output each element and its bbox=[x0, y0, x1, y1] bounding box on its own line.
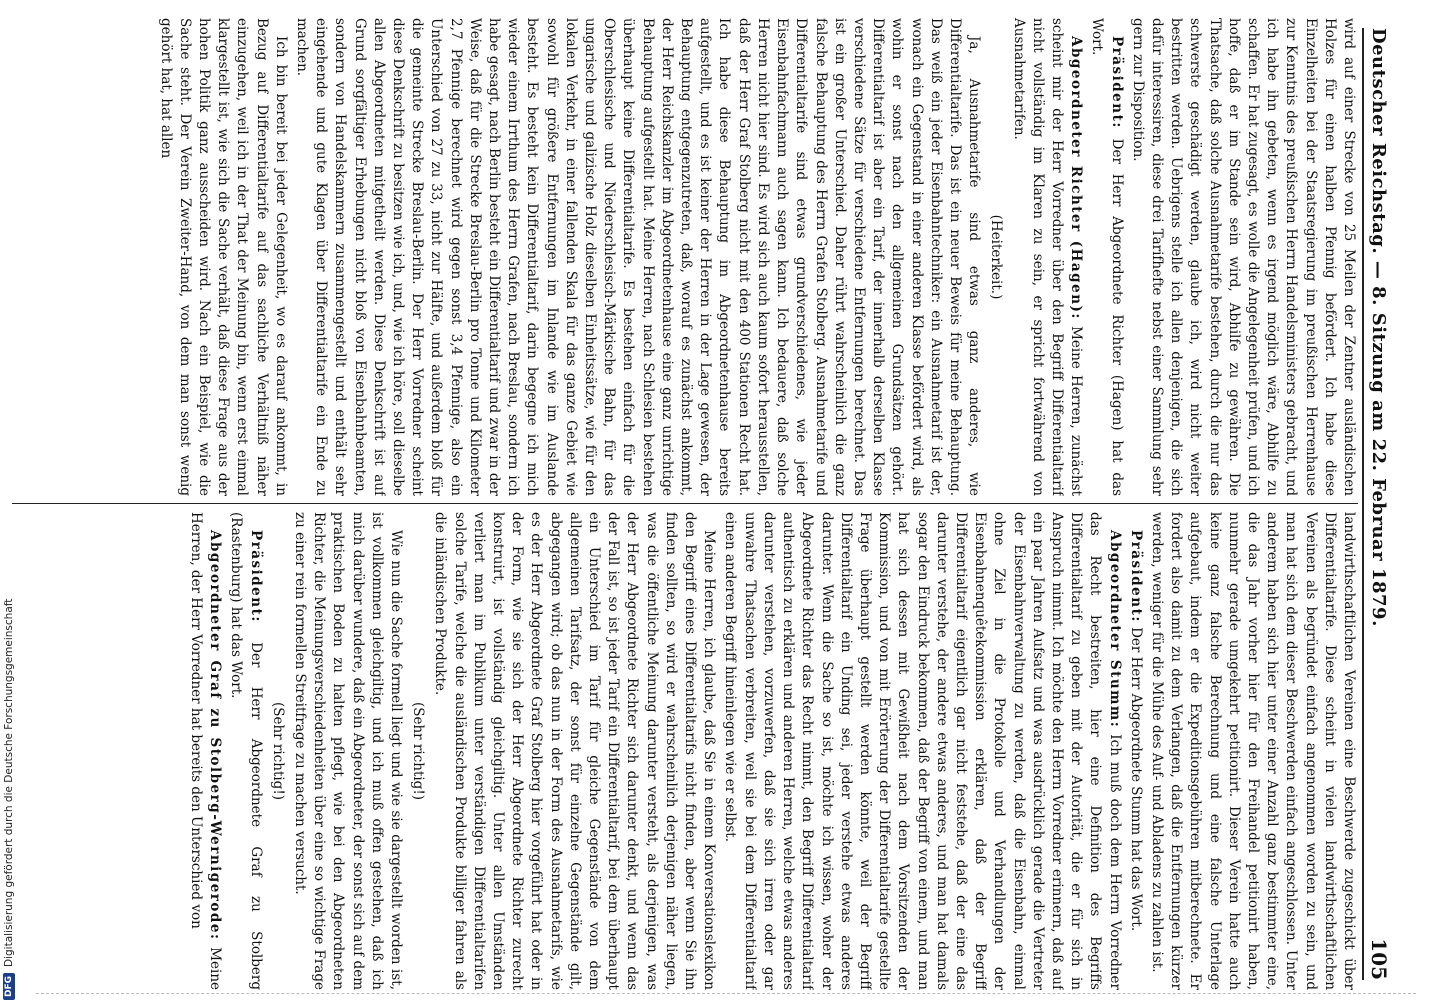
running-head-title: Deutscher Reichstag. — 8. Sitzung am 22. Februar 1879. bbox=[1368, 28, 1390, 627]
speech-paragraph bbox=[186, 512, 224, 990]
body-paragraph: Ja, Ausnahmetarife sind etwas ganz anderes, wie Differentialtarife. Das ist ein neuer Beweis für meine Behauptung. Das weiß ein jeder Eisenbahntechniker: ein Ausnahmetarif ist der, wonach ein Gegenstand in einer anderen Klasse befördert wird, als wohin er sonst nach den allgemeinen Grundsätzen gehört. Differentialtarif ist aber ein Tarif, der innerhalb derselben Klasse verschiedene Sätze für verschiedene Entfernungen berechnet. Das ist ein großer Unterschied. Daher rührt wahrscheinlich die ganz falsche Behauptung des Herrn Grafen Stolberg. Ausnahmetarife und Differentialtarife sind etwas grundverschiedenes, wie jeder Eisenbahnfachmann auch sagen kann. Ich bedauere, daß solche Herren nicht hier sind. Es wird sich auch kaum sofort herausstellen, daß der Herr Graf Stolberg nicht mit den 400 Stationen Recht hat. Ich habe diese Behauptung im Abgeordnetenhause bereits aufgestellt, und es ist keiner der Herren in der Lage gewesen, der Behauptung entgegenzutreten, daß, worauf es zunächst ankommt, der Herr Reichskanzler im Abgeordnetenhause eine ganz unrichtige Behauptung aufgestellt hat. Meine Herren, nach Schlesien bestehen überhaupt keine Differentialtarife. Es bestehen einfach für die Oberschlesische und Niederschlesisch-Märkische Bahn, für das ungarische und galizische Holz dieselben Einheitssätze, wie für den lokalen Verkehr, in einer fallenden Skala für das ganze Gebiet wie sowohl für größere Entfernungen im Inlande wie im Auslande besteht. Es besteht kein Differentialtarif, darin begegne ich mich wieder einem Irrthum des Herrn Grafen, nach Breslau, sondern ich habe gesagt, nach Berlin besteht ein Differentialtarif und zwar in der Weise, daß für die Strecke Breslau-Berlin pro Tonne und Kilometer 2,7 Pfennige berechnet wird gegen sonst 3,4 Pfennige, also ein Unterschied von 27 zu 33, nicht zur Hälfte, und außerdem bloß für die gemeinte Strecke Breslau-Berlin. Der Herr Vorredner scheint diese Denkschrift zu besitzen wie ich, und, wie ich höre, soll dieselbe allen Abgeordneten mitgetheilt werden. Diese Denkschrift ist auf Grund sorgfältiger Erhebungen nicht bloß von Eisenbahnbeamten, sondern von Handelskammern zusammengestellt und enthält sehr eingehende und gute Klagen über Differentialtarife ein Ende zu machen. bbox=[294, 18, 983, 496]
speech-text: Der Herr Abgeordnete Stumm hat das Wort. bbox=[1127, 622, 1144, 932]
speech-text: Ich muß doch dem Herrn Vorredner das Recht bestreiten, hier eine Definition des Begriffs Differentialtarif zu geben mit der Autorität, die er für sich in Anspruch nimmt. Ich möchte den Herrn Vorredner erinnern, daß auf ein paar Jahren Aufsatz und was ausdrücklich gerade die Vertreter der Eisenbahnverwaltung zu werden, daß die Eisenbahn, einmal ohne Ziel in die Protokolle und Verhandlungen der Eisenbahnenquêtekommission erklären, daß der Begriff Differentialtarif eigentlich gar nicht feststehe, daß der eine das darunter verstehe, der andere etwas anderes, und man hat damals sogar den Eindruck bekommen, daß der Begriff von einem, und man hat sich dessen mit Gewißheit nach dem Vorsitzenden der Kommission, und von mit Erörterung der Differentialtarife gestellte Frage überhaupt gestellt werden könnte, weil der Begriff Differentialtarif ein Unding sei, jeder verstehe etwas anderes darunter. Wenn die Sache so ist, möchte ich wissen, woher der Abgeordnete Richter das Recht nimmt, den Begriff Differentialtarif authentisch zu erklären und anderen Herren, welche etwas anderes darunter verstehen, vorzuwerfen, daß sie sich irren oder gar unwahre Thatsachen verbreiten, weil sie bei dem Differentialtarif einen anderen Begriff hineinlegen wie er selbst. bbox=[722, 512, 1123, 990]
speech-text: Meine Herren, der Herr Vorredner hat bereits den Unterschied von bbox=[188, 512, 224, 990]
right-column bbox=[12, 512, 1358, 990]
left-column bbox=[12, 18, 1358, 496]
speaker-name: Abgeordneter Stumm: bbox=[1106, 530, 1123, 729]
dfg-logo: DFG bbox=[3, 973, 15, 1000]
body-paragraph: Ich bin bereit bei jeder Gelegenheit, wo es darauf ankommt, in Bezug auf Differentialtarife auf das sachliche Verhältniß näher einzugehen, weil ich in der That der Meinung bin, wenn erst einmal klargestellt ist, wie sich die Sache verhält, daß diese Frage aus der hohen Politik ganz ausscheiden wird. Nach ein Beispiel, wie die Sache steht. Der Verein Zweiter-Hand, von dem man sonst wenig gehört hat, hat allen bbox=[157, 18, 289, 496]
digitization-credit bbox=[0, 560, 18, 1000]
body-paragraph: wird auf einer Strecke von 25 Meilen der Zentner ausländischen Holzes für einen halben Pfennig befördert. Ich habe diese Einzelheiten bei der Staatsregierung im preußischen Herrenhause zur Kenntnis des preußischen Herrn Handelsministers gebracht, und ich habe ihn gebeten, wenn es irgend möglich wäre, Abhilfe zu schaffen. Er hat zugesagt, es wolle die Angelegenheit prüfen, und ich hoffe, daß er im Stande sein wird, Abhilfe zu gewähren. Die Thatsache, daß solche Ausnahmetarife bestehen, durch die nur das schwerste geschädigt werden, glaube ich, wird nicht weiter bestritten werden. Uebrigens stelle ich allen denjenigen, die sich dafür interessiren, diese drei Tarifhefte nebst einer Sammlung sehr gern zur Disposition. bbox=[1129, 18, 1357, 496]
body-paragraph: Meine Herren, ich glaube, daß Sie in einem Konversationslexikon den Begriff eines Differentialtarifs nicht finden, aber wenn Sie ihn finden sollten, so wird er wahrscheinlich derjenigen näher liegen, was die öffentliche Meinung darunter versteht, als derjenigen, was der Herr Abgeordnete Richter sich darunter denkt, und wenn das der Fall ist, so ist jeder Tarif ein Differentialtarif, bei dem überhaupt ein Unterschied im Tarif für gleiche Gegenstände von dem allgemeinen Tarifsatz, der sonst für einzelne Gegenstände gilt, abgegangen wird; ob das nun in der Form des Ausnahmetarifs, wie es der Herr Abgeordnete Graf Stolberg hier vorgeführt hat oder in der Form, wie sie sich der Herr Abgeordnete Richter zurecht konstruirt, ist vollständig gleichgiltig. Unter allen Umständen verliert man im Publikum unter verständigen Differentialtarifen solche Tarife, welche die ausländischen Produkte billiger fahren als die inländischen Produkte. bbox=[432, 512, 718, 990]
speech-text: Der Herr Abgeordnete Graf zu Stolberg (Rastenburg) hat das Wort. bbox=[228, 512, 264, 990]
speech-text: Der Herr Abgeordnete Richter (Hagen) hat das Wort. bbox=[1089, 18, 1125, 496]
speech-paragraph bbox=[720, 512, 1123, 990]
interjection: (Sehr richtig!) bbox=[410, 701, 427, 801]
page-header bbox=[1362, 28, 1394, 980]
speaker-name: Präsident: bbox=[247, 530, 264, 623]
speech-paragraph bbox=[1087, 18, 1125, 496]
speaker-name: Abgeordneter Richter (Hagen): bbox=[1068, 36, 1085, 320]
body-paragraph: Wie nun die Sache formell liegt und wie sie dargestellt worden ist, ist vollkommen gleichgiltig, und ich muß offen gestehen, daß ich mich darüber wundere, daß ein Abgeordneter, der sonst sich auf dem praktischen Boden zu halten pflegt, wie bei den Abgeordneten Richter, die Meinungsverschiedenheiten über eine so wichtige Frage zu einer rein formellen Streitfrage zu machen versucht. bbox=[292, 512, 405, 990]
speech-paragraph bbox=[226, 512, 264, 990]
page-number: 105 bbox=[1367, 938, 1391, 980]
body-paragraph: landwirthschaftlichen Vereinen eine Beschwerde zugeschickt über Differentialtarife. Diese scheint in vielen landwirthschaftlichen Vereinen als begründet einfach angenommen worden zu sein, und man hat sich dem dieser Beschwerden einfach angeschlossen. Unter anderem haben sich hier unter einer Anzahl ganz bestimmter eine, die das Jahr vorher hier für den Freihandel petitionirt haben, nunmehr gerade umgekehrt petitionirt. Dieser Verein hatte auch keine ganz falsche Berechnung und eine falsche Unterlage aufgebaut, indem er die Expeditionsgebühren mitberechnete. Er fordert also damit zu dem Verlangen, daß die Entfernungen kürzer werden, weniger für die Mühe des Auf- und Abladens zu zahlen ist. bbox=[1148, 512, 1357, 990]
column-divider bbox=[12, 503, 1358, 504]
speaker-name: Abgeordneter Graf zu Stolberg-Wernigerode: bbox=[207, 530, 224, 941]
speech-text: Meine Herren, zunächst scheint mir der Herr Vorredner über den Begriff Differentialtarif nicht vollständig im Klaren zu sein, er spricht fortwährend von Ausnahmetarifen. bbox=[1010, 18, 1085, 496]
interjection: (Heiterkeit.) bbox=[988, 214, 1005, 300]
speaker-name: Präsident: bbox=[1127, 530, 1144, 623]
digitization-credit-text: Digitalisierung gefördert durch die Deutsche Forschungsgemeinschaft bbox=[3, 598, 15, 967]
interjection: (Sehr richtig!) bbox=[269, 701, 286, 801]
scan-edge-line bbox=[36, 993, 1416, 994]
speech-paragraph bbox=[1126, 512, 1145, 990]
speaker-name: Präsident: bbox=[1108, 36, 1125, 129]
speech-paragraph bbox=[1008, 18, 1085, 496]
